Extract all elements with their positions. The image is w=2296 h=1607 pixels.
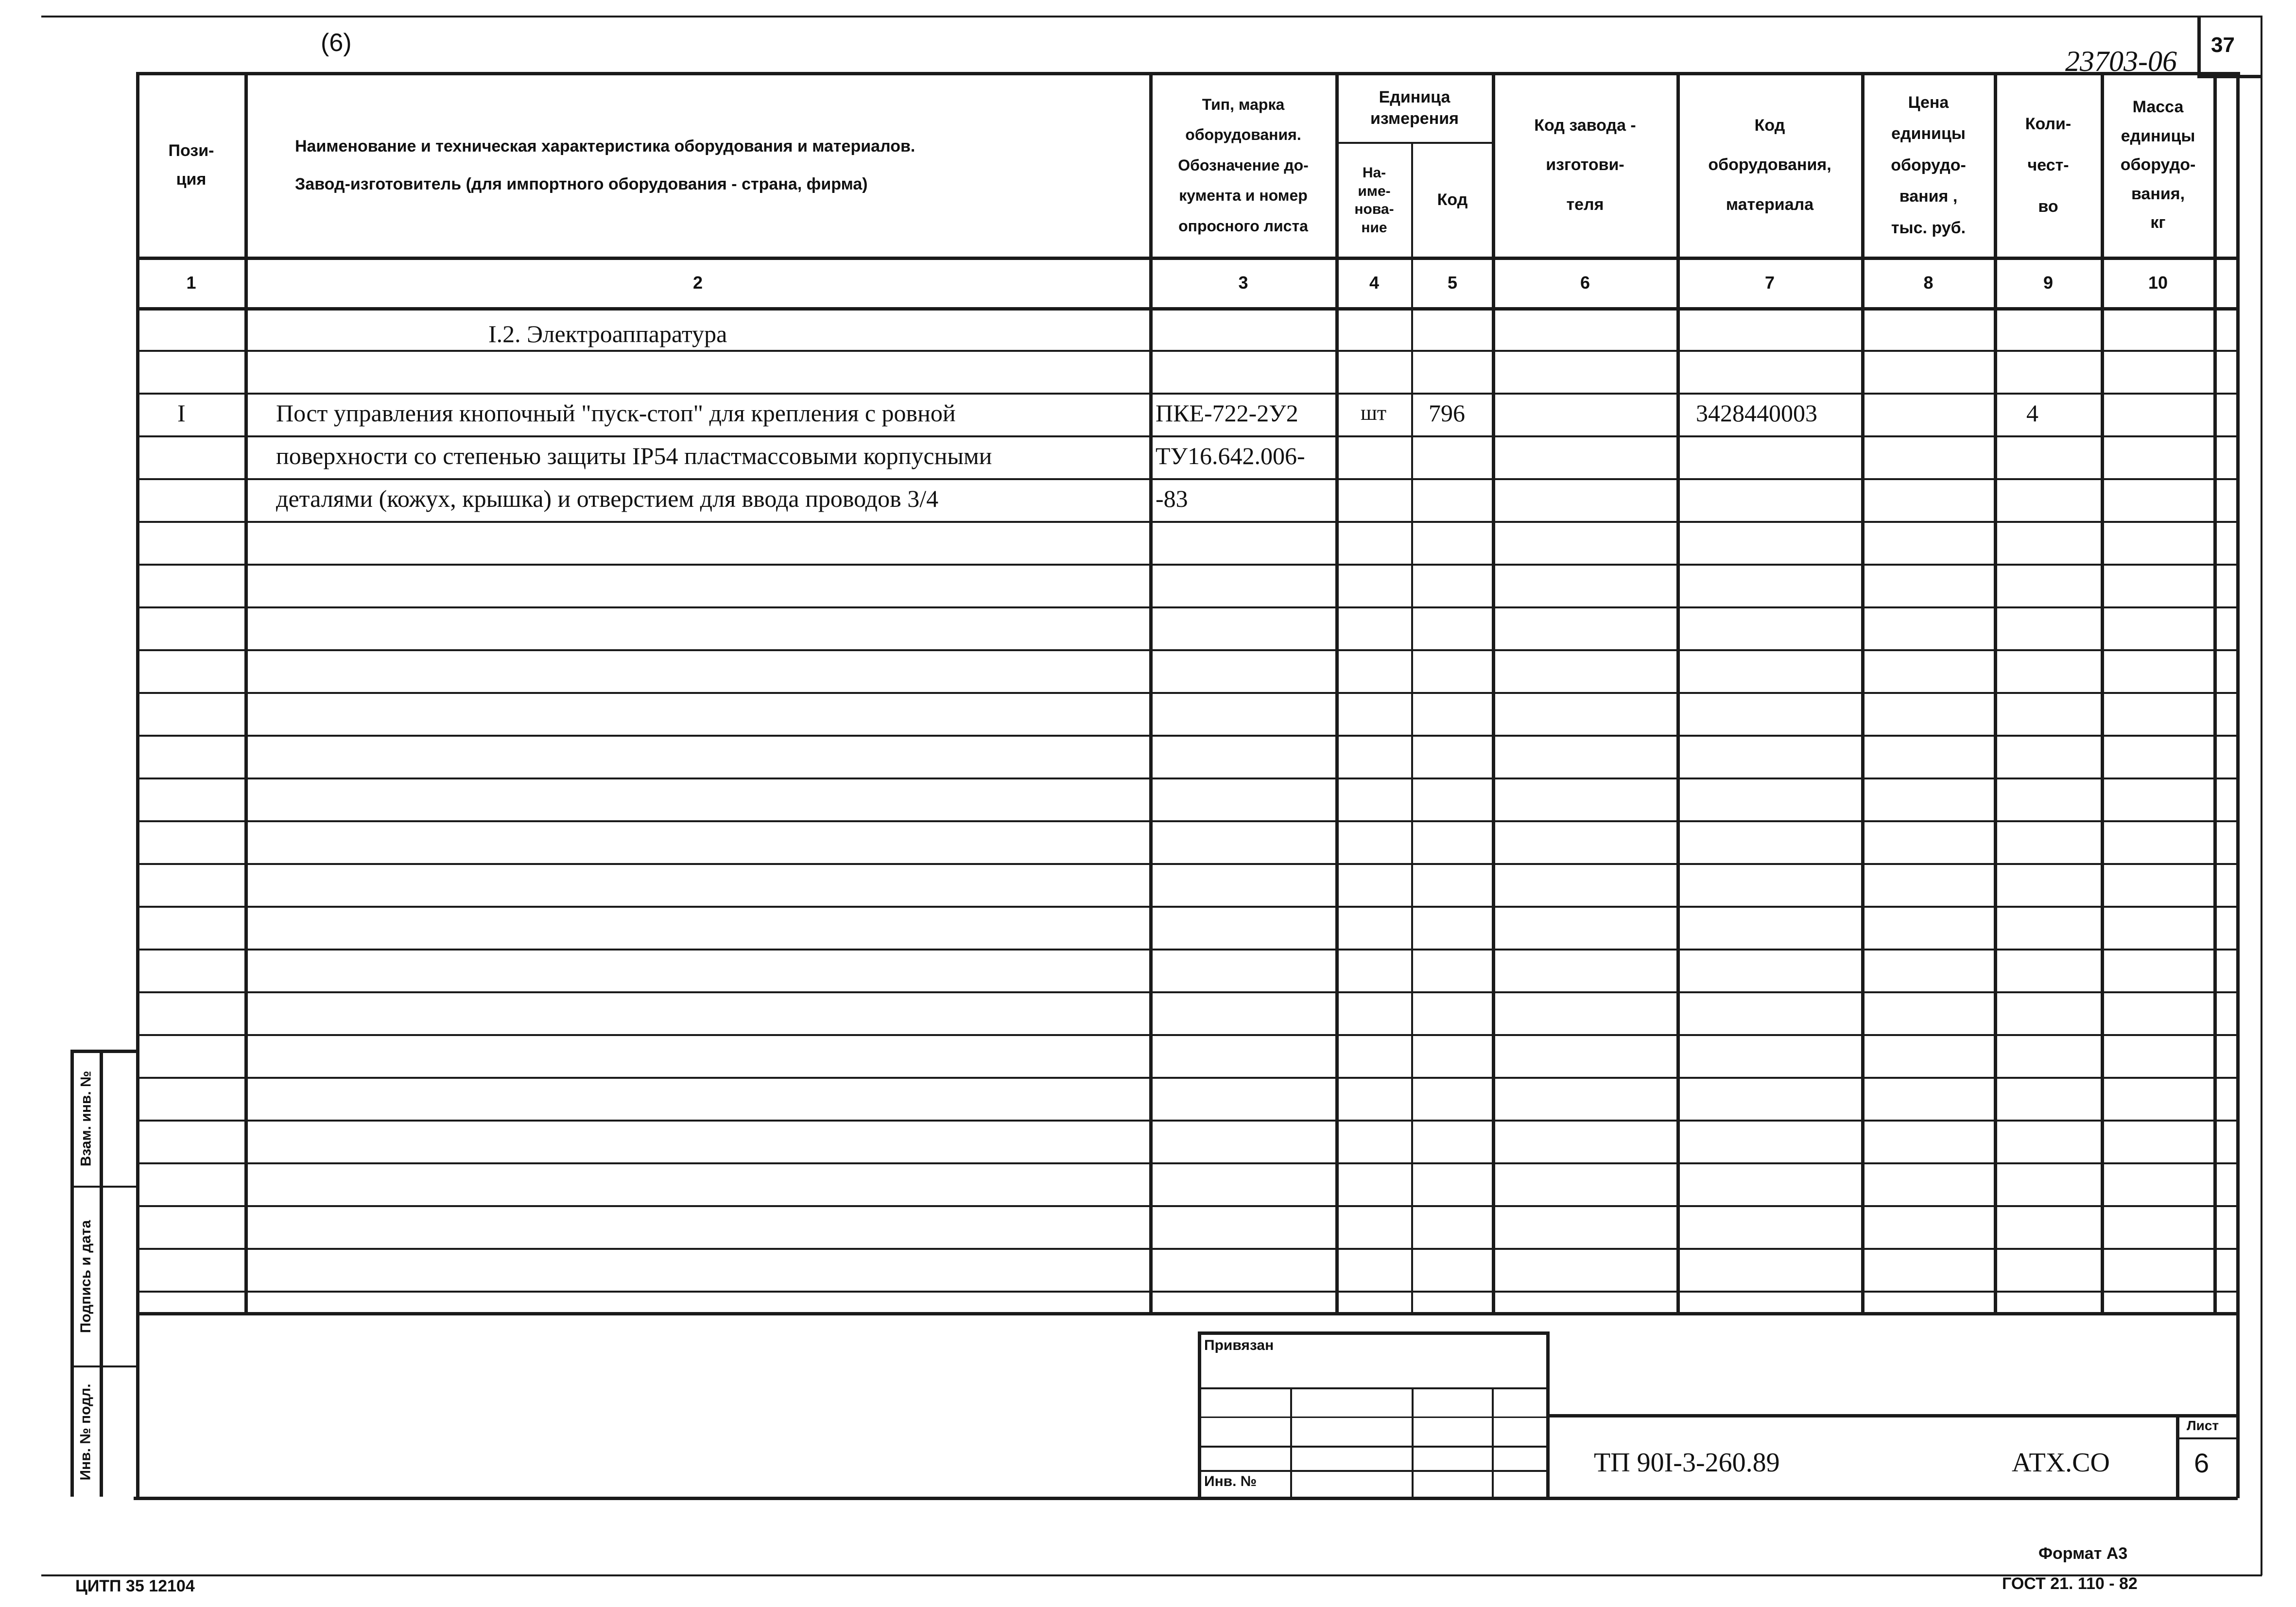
header-mass: Масса единицы оборудо- вания, кг [2120, 98, 2196, 232]
colnum-2: 2 [692, 273, 703, 293]
side-stamp-podpis: Подпись и дата [78, 1220, 94, 1333]
header-type: Тип, марка оборудования. Обозначение до- кумента и номер опросного листа [1178, 96, 1309, 235]
sheet-mark-top: (6) [321, 29, 352, 57]
privyazan-row-2 [1198, 1417, 1548, 1418]
section-title: I.2. Электроаппаратура [488, 320, 727, 347]
privyazan-col-2 [1412, 1387, 1414, 1497]
header-unit-group: Единица измерения [1370, 87, 1459, 128]
colnum-6: 6 [1580, 273, 1590, 293]
table-row-line [136, 692, 2238, 694]
item-description-line-2: поверхности со степенью защиты IP54 пластмассовыми корпусными [276, 442, 992, 469]
side-stamp-mid [100, 1050, 103, 1497]
table-row-line [136, 906, 2238, 908]
item-type-line-1: ПКЕ-722-2У2 [1156, 399, 1298, 427]
colnum-4: 4 [1369, 273, 1380, 293]
doc-code: ТП 90I-3-260.89 [1594, 1448, 1780, 1478]
header-quantity: Коли- чест- во [2025, 114, 2072, 216]
list-label: Лист [2187, 1418, 2219, 1433]
code-block-top [1546, 1414, 2238, 1417]
table-row-line [136, 649, 2238, 651]
header-factory-code: Код завода - изготови- теля [1534, 116, 1636, 214]
table-row-line [136, 991, 2238, 993]
privyazan-col-1 [1290, 1387, 1292, 1497]
colnum-3: 3 [1238, 273, 1248, 293]
list-number: 6 [2194, 1448, 2210, 1478]
header-equipment-code: Код оборудования, материала [1708, 116, 1831, 214]
privyazan-col-3 [1492, 1387, 1494, 1497]
print-code: ЦИТП 35 12104 [75, 1577, 195, 1595]
inv-no-label: Инв. № [1204, 1473, 1257, 1489]
table-row-line [136, 820, 2238, 822]
table-row-line [136, 350, 2238, 352]
col-line-4 [1411, 143, 1413, 1313]
colnum-5: 5 [1447, 273, 1458, 293]
data-bottom-line [136, 1312, 2238, 1315]
list-box-left [2176, 1414, 2179, 1497]
table-row-line [136, 1120, 2238, 1122]
table-row-line [136, 1248, 2238, 1250]
item-position: I [177, 399, 186, 427]
table-row-line [136, 564, 2238, 566]
archive-number: 23703-06 [2065, 45, 2177, 77]
table-row-line [136, 735, 2238, 737]
privyazan-left [1198, 1331, 1201, 1497]
side-stamp-inv: Инв. № подл. [78, 1383, 94, 1481]
header-price: Цена единицы оборудо- вания , тыс. руб. [1891, 93, 1966, 237]
colnum-7: 7 [1764, 273, 1775, 293]
item-unit-code: 796 [1429, 399, 1465, 427]
header-unit-name: На- име- нова- ние [1354, 165, 1394, 236]
table-row-line [136, 606, 2238, 608]
page-number-corner: 37 [2211, 33, 2235, 57]
colnum-8: 8 [1923, 273, 1933, 293]
table-row-line [136, 1077, 2238, 1079]
header-position: Пози- ция [168, 141, 214, 189]
header-unit-code: Код [1437, 190, 1468, 209]
table-row-line [136, 778, 2238, 779]
item-type-line-2: ТУ16.642.006- [1156, 442, 1305, 469]
item-description-line-3: деталями (кожух, крышка) и отверстием для ввода проводов 3/4 [276, 485, 939, 512]
privyazan-label: Привязан [1204, 1337, 1274, 1353]
item-equipment-code: 3428440003 [1696, 399, 1817, 427]
table-row-line [136, 1291, 2238, 1293]
item-type-line-3: -83 [1156, 485, 1188, 512]
colnum-9: 9 [2043, 273, 2054, 293]
list-box-divider [2176, 1437, 2238, 1439]
table-row-line [136, 1205, 2238, 1207]
table-bottom-line [134, 1497, 2238, 1500]
privyazan-row-4 [1198, 1470, 1548, 1472]
privyazan-row-1 [1198, 1387, 1548, 1389]
item-unit-name: шт [1361, 401, 1387, 425]
side-stamp-vzam: Взам. инв. № [78, 1071, 94, 1167]
item-quantity: 4 [2026, 399, 2038, 427]
table-row-line [136, 521, 2238, 523]
privyazan-top [1198, 1331, 1548, 1335]
colnum-bottom-line [136, 307, 2238, 311]
table-right-line [2236, 72, 2240, 1498]
page-bottom-border [41, 1574, 2262, 1576]
table-row-line [136, 949, 2238, 950]
colnum-1: 1 [186, 273, 196, 293]
corner-box-left [2197, 16, 2201, 76]
header-name: Наименование и техническая характеристика оборудования и материалов. Завод-изготовитель (для импортного оборудования - страна, фирма) [295, 137, 915, 193]
table-row-line [136, 1162, 2238, 1164]
item-description-line-1: Пост управления кнопочный "пуск-стоп" для крепления с ровной [276, 399, 956, 427]
colnum-10: 10 [2148, 273, 2168, 293]
page-top-border [41, 16, 2262, 17]
format-label: Формат А3 [2038, 1544, 2128, 1563]
privyazan-row-3 [1198, 1446, 1548, 1448]
table-row-line [136, 1034, 2238, 1036]
gost-label: ГОСТ 21. 110 - 82 [2002, 1574, 2138, 1593]
sheet-code: АТХ.СО [2012, 1448, 2110, 1478]
table-row-line [136, 863, 2238, 865]
page-right-border [2261, 16, 2262, 1575]
